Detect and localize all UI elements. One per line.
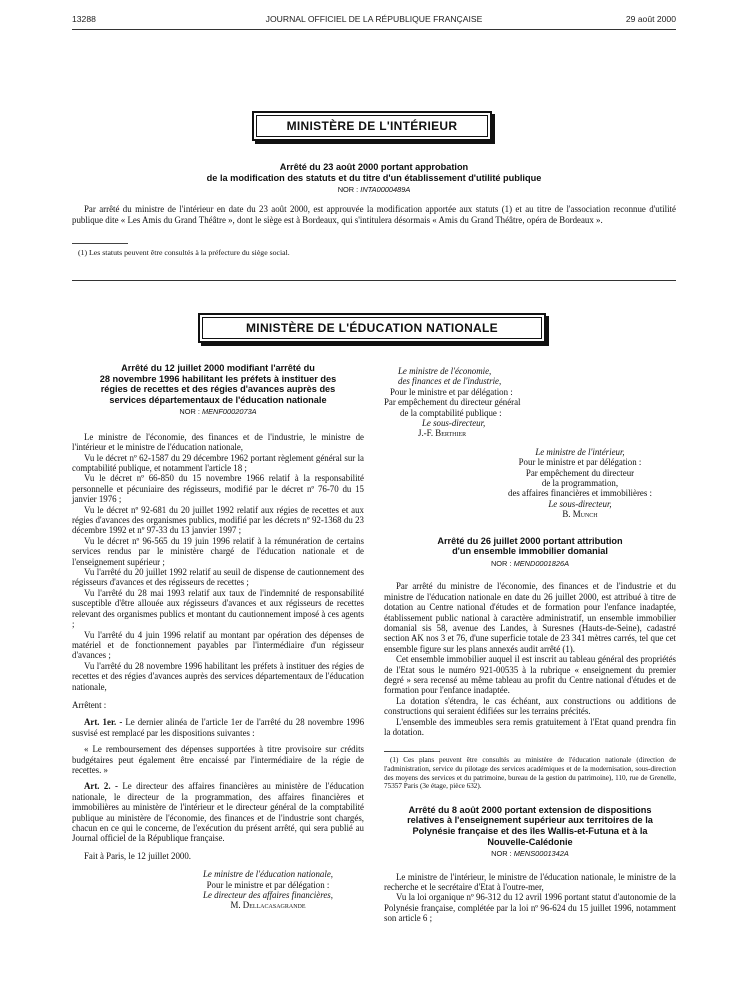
footnote: (1) Ces plans peuvent être consultés au ministère de l'éducation nationale (direction de l'administration, service du pilotage des services académiques et de la modernisation, sous-direction des moyens des services et du patrimoine, bureau de la gestion du patrimoine), 110, rue de Grenelle, 75357 Paris (3e étage, pièce 632). [384,756,676,791]
nor-reference: NOR : MENS0001342A [491,849,569,859]
decree-overseas [384,805,676,924]
article-label: Art. 1er. - [84,717,123,728]
issue-date: 29 août 2000 [625,14,676,24]
decree-title: Arrêté du 26 juillet 2000 portant attribution d'un ensemble immobilier domanial [437,535,623,557]
nor-reference: NOR : MEND0001826A [490,558,570,568]
signature-interior: Le ministre de l'intérieur, Pour le ministre et par délégation : Par empêchement du directeur de la programmation, des affaires financières et immobilières : Le sous-directeur, B. Munch [508,446,652,520]
journal-title: JOURNAL OFFICIEL DE LA RÉPUBLIQUE FRANÇAISE [265,14,483,24]
page-number: 13288 [72,14,96,24]
signature-date: Fait à Paris, le 12 juillet 2000. [84,850,191,861]
article-label: Art. 2. - [84,781,118,792]
ministry-banner-education [198,313,546,343]
left-column [72,363,364,911]
nor-reference: NOR : INTA0000489A [337,185,411,195]
arretent: Arrêtent : [72,699,107,710]
decree-body: Par arrêté du ministre de l'intérieur en date du 23 août 2000, est approuvée la modification apportée aux statuts (1) et au titre de l'association reconnue d'utilité publique dite « Les Amis du Grand Théâtre », dont le siège est à Bordeaux, qui s'intitulera désormais « Amis du Grand Théâtre, opéra de Bordeaux ». [72,204,676,225]
footnote-rule [72,243,128,244]
ministry-name: MINISTÈRE DE L'INTÉRIEUR [256,115,488,137]
nor-reference: NOR : MENF0002073A [179,407,257,417]
decree-body: Le ministre de l'économie, des finances et de l'industrie, le ministre de l'intérieur et le ministre de l'éducation nationale, Vu le décret nº 62-1587 du 29 décembre 1962 portant règlement général sur la comptabilité publique, et notamment l'article 18 ; Vu le décret nº 66-850 du 15 novembre 1966 relatif à la responsabilité personnelle et pécuniaire des régisseurs, modifié par le décret nº 76-70 du 15 janvier 1976 ; Vu le décret nº 92-681 du 20 juillet 1992 relatif aux régies de recettes et aux régies d'avances des organismes publics, modifié par les décrets nº 92-1368 du 23 décembre 1992 et nº 97-33 du 13 janvier 1997 ; Vu le décret nº 96-565 du 19 juin 1996 relatif à la rémunération de certains services rendus par le ministère chargé de l'éducation nationale et de l'enseignement supérieur ; Vu l'arrêté du 20 juillet 1992 relatif au seuil de dispense de cautionnement des régisseurs d'avances et des régisseurs de recettes ; Vu l'arrêté du 28 mai 1993 relatif aux taux de l'indemnité de responsabilité susceptible d'être allouée aux régisseurs d'avances et aux régisseurs de recettes relevant des organismes publics et montant du cautionnement imposé à ces agents ; Vu l'arrêté du 4 juin 1996 relatif au montant par opération des dépenses de matériel et de fonctionnement payables par l'intermédiaire d'un régisseur d'avances ; Vu l'arrêté du 28 novembre 1996 habilitant les préfets à instituer des régies de recettes et des régies d'avances auprès des services départementaux de l'éducation nationale, Arrêtent : Art. 1er. - Le dernier alinéa de l'article 1er de l'arrêté du 28 novembre 1996 susvisé est remplacé par les dispositions suivantes : « Le remboursement des dépenses supportées à titre provisoire sur crédits budgétaires peut également être encaissé par l'intermédiaire de la régie de recettes. » Art. 2. - Le directeur des affaires financières au ministère de l'éducation nationale, le directeur de la programmation, des affaires financières et immobilières au ministère de l'intérieur et le directeur général de la comptabilité publique au ministère de l'économie, des finances et de l'industrie sont chargés, chacun en ce qui le concerne, de l'exécution du présent arrêté, qui sera publié au Journal officiel de la République française. Fait à Paris, le 12 juillet 2000. [72,431,365,861]
decree-title: Arrêté du 8 août 2000 portant extension de dispositions relatives à l'enseignement supérieur aux territoires de la Polynésie française et des îles Wallis-et-Futuna et à la Nouvelle-Calédonie [407,804,653,847]
header-rule [72,29,676,30]
footnote: (1) Les statuts peuvent être consultés à la préfecture du siège social. [78,248,290,257]
right-column [384,366,676,924]
decree-domanial [384,536,676,791]
decree-interior [72,162,676,257]
decree-body: Le ministre de l'intérieur, le ministre de l'éducation nationale, le ministre de la recherche et le secrétaire d'Etat à l'outre-mer, Vu la loi organique nº 96-312 du 12 avril 1996 portant statut d'autonomie de la Polynésie française, complétée par la loi nº 96-624 du 15 juillet 1996, notamment son article 6 ; [384,871,676,924]
decree-title: Arrêté du 12 juillet 2000 modifiant l'arrêté du 28 novembre 1996 habilitant les préfets à instituer des régies de recettes et des régies d'avances auprès des services départementaux de l'éducation nationale [99,363,337,405]
section-rule [72,280,676,281]
footnote-rule [384,751,440,752]
decree-body: Par arrêté du ministre de l'économie, des finances et de l'industrie et du ministre de l'éducation nationale en date du 26 juillet 2000, est attribué à titre de dotation au Centre national d'études et de formation pour l'enfance inadaptée, établissement public national à caractère administratif, un ensemble immobilier domanial sis 58, avenue des Landes, à Suresnes (Hauts-de-Seine), cadastré section AK nos 3 et 76, d'une superficie totale de 23 341 mètres carrés, tel que cet ensemble figure sur les plans annexés audit arrêté (1). Cet ensemble immobilier auquel il est inscrit au tableau général des propriétés de l'Etat sous le numéro 921-00535 à la rubrique « enseignement du premier degré » sera recensé au même tableau au profit du Centre national d'études et de formation pour l'enfance inadaptée. La dotation s'étendra, le cas échéant, aux constructions ou additions de constructions qui seraient édifiées sur les terrains précités. L'ensemble des immeubles sera remis gratuitement à l'Etat quand prendra fin la dotation. [384,581,676,737]
signature-education: Le ministre de l'éducation nationale, Pour le ministre et par délégation : Le directeur des affaires financières, M. Dellacasagrande [203,869,333,911]
signature-economy: Le ministre de l'économie, des finances et de l'industrie, Pour le ministre et par délégation : Par empêchement du directeur général de la comptabilité publique : Le sous-directeur, J.-F. Berthier [384,366,521,439]
ministry-name: MINISTÈRE DE L'ÉDUCATION NATIONALE [202,317,542,339]
decree-title: Arrêté du 23 août 2000 portant approbation de la modification des statuts et du titre d'un établissement d'utilité publique [206,162,542,183]
ministry-banner-interior [252,111,492,141]
